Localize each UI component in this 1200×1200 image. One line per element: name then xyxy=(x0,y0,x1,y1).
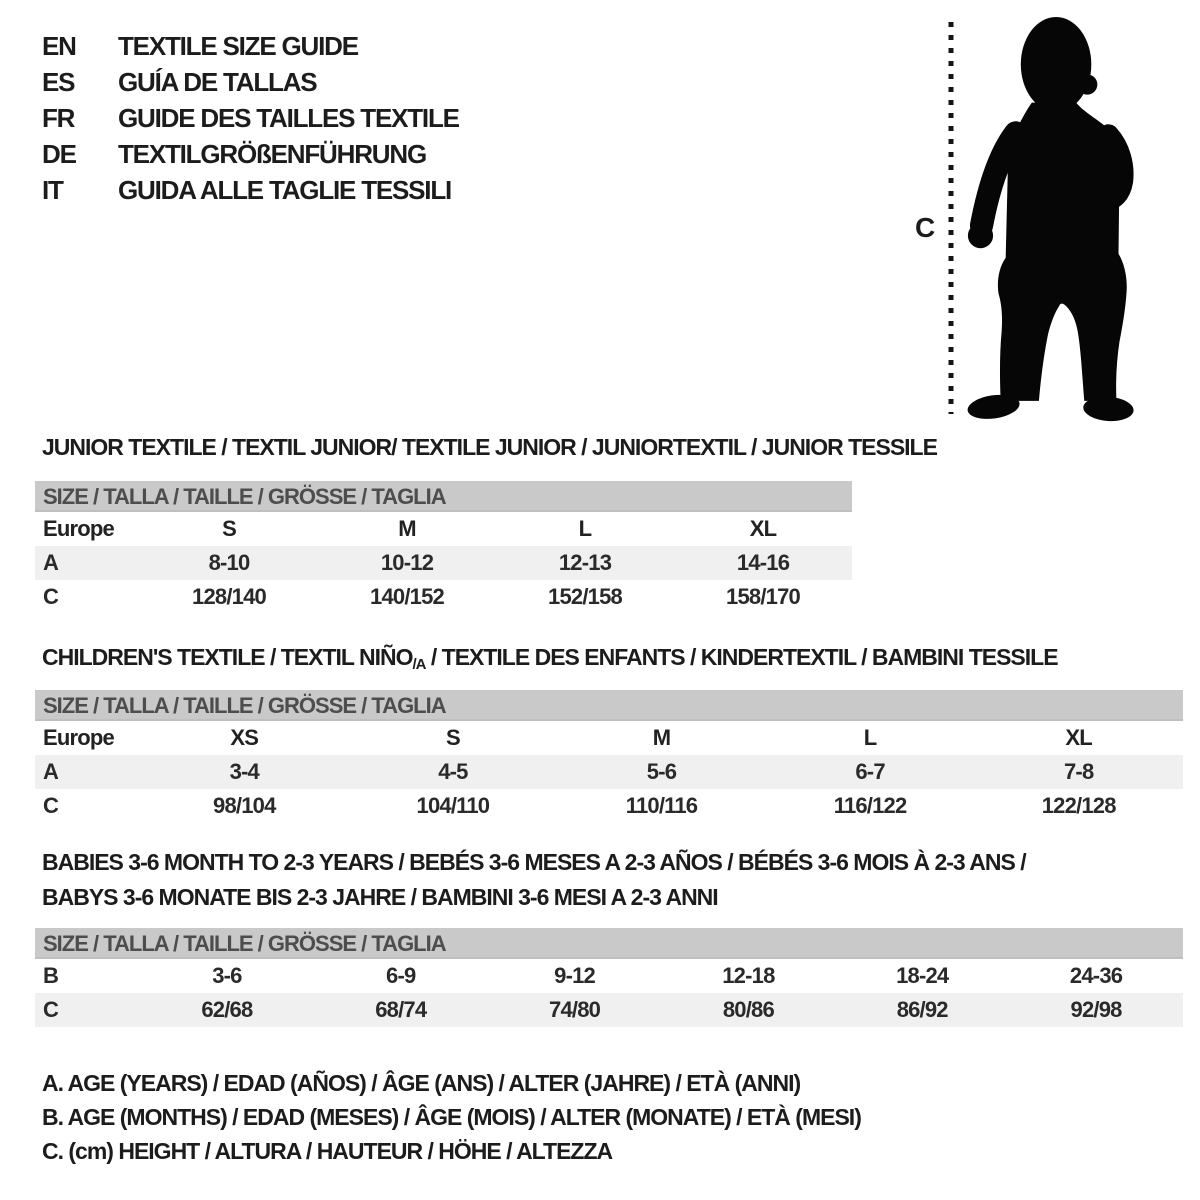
table-cell: 68/74 xyxy=(375,997,427,1022)
table-row xyxy=(35,755,1183,789)
height-figure xyxy=(905,12,1150,422)
children-size-table xyxy=(35,690,1183,823)
language-code: ES xyxy=(42,67,75,97)
table-cell: 80/86 xyxy=(722,997,774,1022)
table-cell: Europe xyxy=(43,725,114,750)
table-cell: 18-24 xyxy=(896,963,949,988)
table-cell: 86/92 xyxy=(896,997,948,1022)
table-row xyxy=(35,580,852,614)
table-cell: C xyxy=(43,584,59,609)
table-row xyxy=(35,789,1183,823)
table-cell: 122/128 xyxy=(1041,793,1116,818)
column-header: L xyxy=(863,725,877,750)
height-measure-label: C xyxy=(915,212,936,243)
table-cell: 4-5 xyxy=(438,759,468,784)
table-row xyxy=(35,993,1183,1027)
language-code: FR xyxy=(42,103,75,133)
language-title: GUIDA ALLE TAGLIE TESSILI xyxy=(118,175,452,205)
language-title: GUÍA DE TALLAS xyxy=(118,67,317,97)
table-cell: 12-18 xyxy=(722,963,775,988)
toddler-silhouette-icon xyxy=(963,14,1135,422)
table-row xyxy=(35,512,852,546)
table-cell: C xyxy=(43,997,59,1022)
table-cell: A xyxy=(43,759,59,784)
column-header: L xyxy=(578,516,592,541)
table-cell: 140/152 xyxy=(370,584,444,609)
table-cell: 6-9 xyxy=(386,963,416,988)
table-cell: A xyxy=(43,550,59,575)
footnote-c: C. (cm) HEIGHT / ALTURA / HAUTEUR / HÖHE / ALTEZZA xyxy=(42,1138,613,1164)
table-cell: 92/98 xyxy=(1070,997,1122,1022)
children-title-text: / TEXTILE DES ENFANTS / KINDERTEXTIL / BAMBINI TESSILE xyxy=(425,644,1058,670)
table-cell: 3-6 xyxy=(212,963,242,988)
table-cell: 152/158 xyxy=(548,584,622,609)
table-cell: C xyxy=(43,793,59,818)
language-title: GUIDE DES TAILLES TEXTILE xyxy=(118,103,459,133)
footnote-legend xyxy=(42,1066,861,1168)
table-cell: 9-12 xyxy=(554,963,595,988)
table-cell: 14-16 xyxy=(736,550,790,575)
table-row xyxy=(35,721,1183,755)
table-cell: 10-12 xyxy=(380,550,434,575)
table-cell: 3-4 xyxy=(229,759,259,784)
language-title: TEXTILE SIZE GUIDE xyxy=(118,31,358,61)
table-cell: B xyxy=(43,963,59,988)
language-code: EN xyxy=(42,31,76,61)
column-header: XL xyxy=(749,516,777,541)
children-title-sub: /A xyxy=(412,656,426,673)
table-cell: 98/104 xyxy=(213,793,276,818)
table-row xyxy=(35,546,852,580)
size-bar: SIZE / TALLA / TAILLE / GRÖSSE / TAGLIA xyxy=(35,928,1183,959)
size-bar: SIZE / TALLA / TAILLE / GRÖSSE / TAGLIA xyxy=(35,481,852,512)
column-header: S xyxy=(222,516,236,541)
table-cell: Europe xyxy=(43,516,114,541)
language-code: IT xyxy=(42,175,63,205)
column-header: M xyxy=(398,516,416,541)
children-title-text: CHILDREN'S TEXTILE / TEXTIL NIÑO xyxy=(42,644,413,670)
table-row xyxy=(35,959,1183,993)
language-title-list xyxy=(42,28,459,208)
footnote-a: A. AGE (YEARS) / EDAD (AÑOS) / ÂGE (ANS) / ALTER (JAHRE) / ETÀ (ANNI) xyxy=(42,1070,801,1096)
language-row xyxy=(42,136,459,172)
size-bar: SIZE / TALLA / TAILLE / GRÖSSE / TAGLIA xyxy=(35,690,1183,721)
table-cell: 104/110 xyxy=(416,793,490,818)
babies-section-title xyxy=(42,845,1026,915)
column-header: XL xyxy=(1065,725,1092,750)
babies-title-line2: BABYS 3-6 MONATE BIS 2-3 JAHRE / BAMBINI 3-6 MESI A 2-3 ANNI xyxy=(42,884,718,910)
column-header: S xyxy=(445,725,460,750)
column-header: XS xyxy=(230,725,259,750)
language-row xyxy=(42,28,459,64)
table-cell: 24-36 xyxy=(1069,963,1123,988)
footnote-b: B. AGE (MONTHS) / EDAD (MESES) / ÂGE (MOIS) / ALTER (MONATE) / ETÀ (MESI) xyxy=(42,1104,861,1130)
language-row xyxy=(42,100,459,136)
junior-section-title: JUNIOR TEXTILE / TEXTIL JUNIOR/ TEXTILE JUNIOR / JUNIORTEXTIL / JUNIOR TESSILE xyxy=(42,434,937,460)
table-cell: 74/80 xyxy=(549,997,601,1022)
junior-size-table xyxy=(35,481,852,614)
table-cell: 8-10 xyxy=(208,550,250,575)
column-header: M xyxy=(652,725,671,750)
table-cell: 7-8 xyxy=(1063,759,1094,784)
language-title: TEXTILGRÖßENFÜHRUNG xyxy=(118,139,426,169)
table-cell: 5-6 xyxy=(646,759,677,784)
table-cell: 6-7 xyxy=(855,759,885,784)
babies-title-line1: BABIES 3-6 MONTH TO 2-3 YEARS / BEBÉS 3-6 MESES A 2-3 AÑOS / BÉBÉS 3-6 MOIS À 2-3 ANS / xyxy=(42,849,1026,875)
language-row xyxy=(42,64,459,100)
table-cell: 12-13 xyxy=(558,550,612,575)
table-cell: 116/122 xyxy=(833,793,907,818)
table-cell: 158/170 xyxy=(726,584,800,609)
babies-size-table xyxy=(35,928,1183,1027)
children-section-title xyxy=(42,644,1058,673)
table-cell: 110/116 xyxy=(625,793,698,818)
table-cell: 62/68 xyxy=(201,997,253,1022)
table-cell: 128/140 xyxy=(192,584,266,609)
language-row xyxy=(42,172,459,208)
language-code: DE xyxy=(42,139,76,169)
